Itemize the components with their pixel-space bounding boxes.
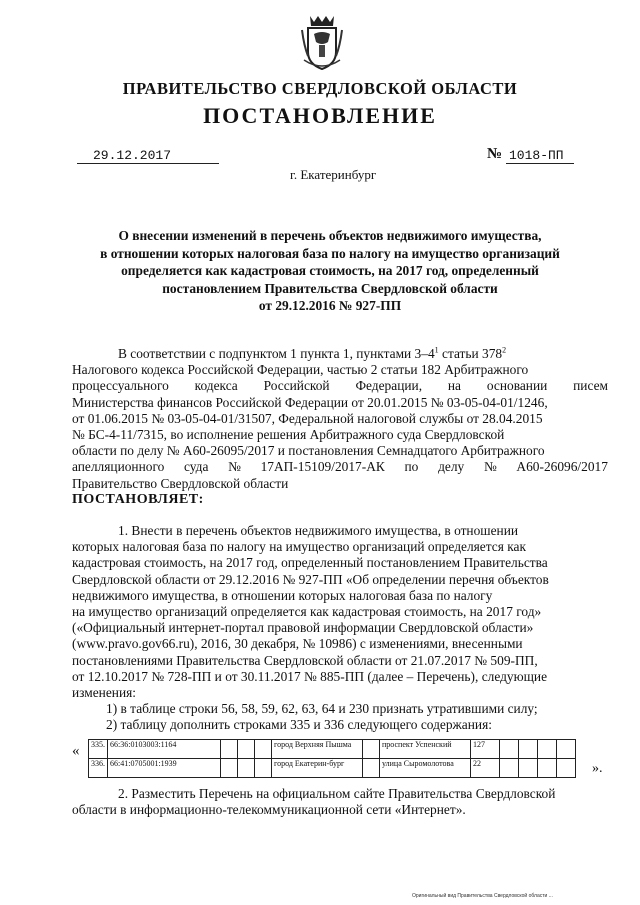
quote-open: « bbox=[72, 743, 80, 759]
cadastral-number: 66:36:0103003:1164 bbox=[108, 740, 221, 759]
item-line: кадастровая стоимость, на 2017 год, определенный постановлением Правительства bbox=[72, 555, 548, 571]
city-cell: город Екатерин-бург bbox=[272, 759, 363, 778]
city-cell: город Верхняя Пышма bbox=[272, 740, 363, 759]
title-line: определяется как кадастровая стоимость, на 2017 год, определенный bbox=[121, 263, 539, 279]
subitem-2: 2) таблицу дополнить строками 335 и 336 следующего содержания: bbox=[106, 717, 492, 733]
street-cell: улица Сыромолотова bbox=[380, 759, 471, 778]
item-line: 1. Внести в перечень объектов недвижимого имущества, в отношении bbox=[118, 523, 519, 538]
item-line: области в информационно-телекоммуникационной сети «Интернет». bbox=[72, 802, 466, 818]
preamble-line: Министерства финансов Российской Федерации от 20.01.2015 № 03-05-04-01/1246, bbox=[72, 394, 548, 410]
footer-note: Оригинальный вид Правительства Свердловской области ... bbox=[412, 893, 553, 899]
decree-word: ПОСТАНОВЛЯЕТ: bbox=[72, 491, 204, 507]
city: г. Екатеринбург bbox=[290, 167, 377, 182]
item-1 bbox=[72, 523, 608, 734]
item-line: от 12.10.2017 № 728-ПП и от 30.11.2017 № 885-ПП (далее – Перечень), следующие bbox=[72, 668, 548, 684]
item-line: Свердловской области от 29.12.2016 № 927-ПП «Об определении перечня объектов bbox=[72, 571, 549, 587]
table bbox=[88, 739, 576, 778]
item-line: 2. Разместить Перечень на официальном сайте Правительства Свердловской bbox=[118, 786, 556, 801]
item-line: постановлениями Правительства Свердловской области от 21.07.2017 № 509-ПП, bbox=[72, 652, 538, 668]
document-date: 29.12.2017 bbox=[77, 148, 219, 164]
preamble-line: области по делу № А60-26095/2017 и постановления Семнадцатого Арбитражного bbox=[72, 443, 545, 459]
preamble-line: апелляционного суда № 17АП-15109/2017-АК по делу № А60-26096/2017 bbox=[72, 459, 608, 475]
house-cell: 127 bbox=[471, 740, 500, 759]
document-number: 1018-ПП bbox=[506, 148, 574, 164]
title-line: О внесении изменений в перечень объектов недвижимого имущества, bbox=[118, 228, 542, 243]
preamble bbox=[72, 346, 608, 508]
preamble-line: № БС-4-11/7315, во исполнение решения Арбитражного суда Свердловской bbox=[72, 427, 505, 443]
item-line: изменения: bbox=[72, 685, 137, 701]
item-line: («Официальный интернет-портал правовой информации Свердловской области» bbox=[72, 620, 534, 636]
house-cell: 22 bbox=[471, 759, 500, 778]
row-number: 335. bbox=[89, 740, 108, 759]
item-2 bbox=[72, 786, 608, 818]
preamble-line: процессуального кодекса Российской Федерации, на основании писем bbox=[72, 378, 608, 394]
cadastral-number: 66:41:0705001:1939 bbox=[108, 759, 221, 778]
item-line: недвижимого имущества, в отношении которых налоговая база по налогу bbox=[72, 587, 493, 603]
quote-close: ». bbox=[592, 761, 603, 776]
item-line: которых налоговая база по налогу на имущество организаций определяется как bbox=[72, 539, 526, 555]
item-line: (www.pravo.gov66.ru), 2016, 30 декабря, № 10986) с изменениями, внесенными bbox=[72, 636, 523, 652]
title-line: постановлением Правительства Свердловской области bbox=[162, 280, 498, 296]
document-type: ПОСТАНОВЛЕНИЕ bbox=[203, 103, 437, 128]
subitem-1: 1) в таблице строки 56, 58, 59, 62, 63, 64 и 230 признать утратившими силу; bbox=[106, 701, 538, 717]
table-row bbox=[89, 759, 576, 778]
added-rows-table bbox=[72, 739, 612, 779]
title-line: в отношении которых налоговая база по налогу на имущество организаций bbox=[100, 245, 560, 261]
row-number: 336. bbox=[89, 759, 108, 778]
number-label: № bbox=[487, 146, 503, 162]
item-line: на имущество организаций определяется как кадастровая стоимость, на 2017 год» bbox=[72, 604, 542, 620]
preamble-line: В соответствии с подпунктом 1 пункта 1, пунктами $3-4^1$ статьи $378^2$ bbox=[118, 345, 507, 361]
table-row bbox=[89, 740, 576, 759]
title-line: от 29.12.2016 № 927-ПП bbox=[258, 298, 402, 314]
organization-name: ПРАВИТЕЛЬСТВО СВЕРДЛОВСКОЙ ОБЛАСТИ bbox=[122, 79, 518, 98]
preamble-line: от 01.06.2015 № 03-05-04-01/31507, Федеральной налоговой службы от 28.04.2015 bbox=[72, 410, 543, 426]
coat-of-arms-icon bbox=[300, 12, 344, 72]
preamble-line: Правительство Свердловской области bbox=[72, 475, 289, 491]
document-title bbox=[70, 227, 590, 315]
preamble-line: Налогового кодекса Российской Федерации, частью 2 статьи 182 Арбитражного bbox=[72, 362, 529, 378]
street-cell: проспект Успенский bbox=[380, 740, 471, 759]
